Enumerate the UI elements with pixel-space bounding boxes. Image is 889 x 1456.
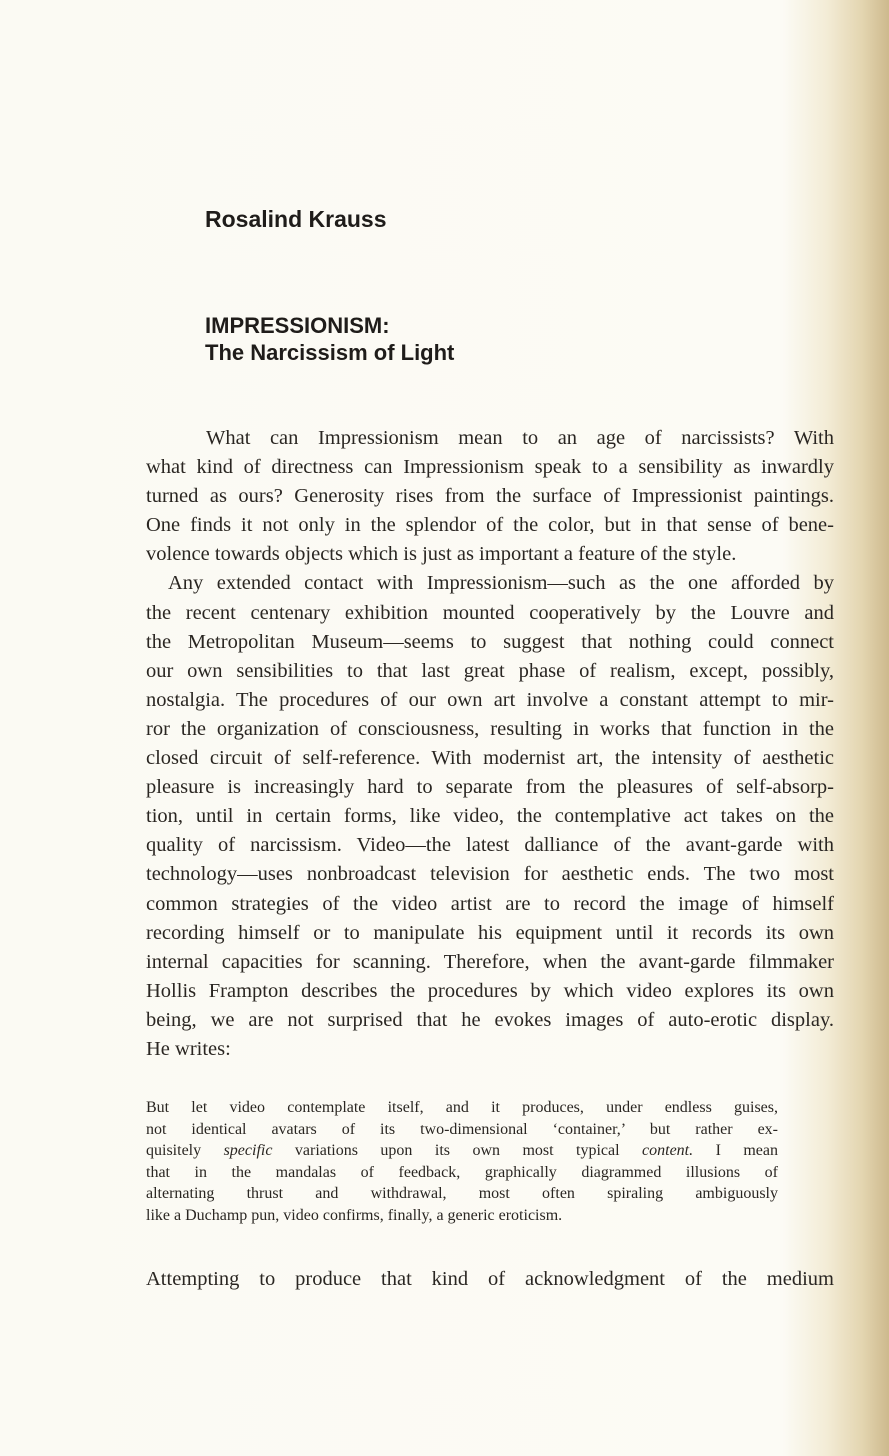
title-line-1: IMPRESSIONISM: — [205, 313, 390, 338]
text-line: Hollis Frampton describes the procedures by which video explores its own — [146, 979, 834, 1002]
quote-text: variations upon its own most typical — [272, 1142, 643, 1160]
quote-line: that in the mandalas of feedback, graphically diagrammed illusions of — [146, 1163, 778, 1181]
text-line: What can Impressionism mean to an age of narcissists? With — [206, 427, 834, 449]
paragraph-2 — [146, 569, 834, 1064]
text-line: technology—uses nonbroadcast television for aesthetic ends. The two most — [146, 863, 834, 886]
title-line-2: The Narcissism of Light — [205, 340, 455, 365]
emphasis-content: content. — [642, 1142, 694, 1160]
article-title — [205, 312, 454, 366]
text-line: turned as ours? Generosity rises from the surface of Impressionist paintings. — [146, 485, 834, 508]
text-line: internal capacities for scanning. Therefore, when the avant-garde filmmaker — [146, 950, 834, 973]
paragraph-3 — [146, 1265, 834, 1294]
quote-line: not identical avatars of its two-dimensional ‘container,’ but rather ex- — [146, 1120, 778, 1138]
quote-line: like a Duchamp pun, video confirms, finally, a generic eroticism. — [146, 1206, 563, 1224]
text-line: nostalgia. The procedures of our own art involve a constant attempt to mir- — [146, 688, 834, 711]
author-name: Rosalind Krauss — [205, 206, 387, 232]
text-line: recording himself or to manipulate his equipment until it records its own — [146, 921, 834, 944]
quote-text: quisitely — [146, 1142, 224, 1160]
text-line: being, we are not surprised that he evokes images of auto-erotic display. — [146, 1008, 834, 1031]
text-line: the recent centenary exhibition mounted cooperatively by the Louvre and — [146, 601, 834, 624]
paragraph-1 — [146, 424, 834, 569]
text-line: our own sensibilities to that last great phase of realism, except, possibly, — [146, 659, 834, 682]
text-line: He writes: — [146, 1037, 231, 1060]
text-line: quality of narcissism. Video—the latest dalliance of the avant-garde with — [146, 834, 834, 857]
text-line: closed circuit of self-reference. With modernist art, the intensity of aesthetic — [146, 747, 834, 770]
block-quote — [146, 1097, 778, 1227]
text-line: Any extended contact with Impressionism—such as the one afforded by — [168, 572, 834, 595]
article-body — [146, 424, 834, 1064]
text-line: what kind of directness can Impressionism speak to a sensibility as inwardly — [146, 456, 834, 479]
text-line: the Metropolitan Museum—seems to suggest that nothing could connect — [146, 630, 834, 653]
text-line: common strategies of the video artist are to record the image of himself — [146, 892, 834, 915]
text-line: Attempting to produce that kind of acknowledgment of the medium — [146, 1268, 834, 1290]
text-line: pleasure is increasingly hard to separate from the pleasures of self-absorp- — [146, 776, 834, 799]
text-line: One finds it not only in the splendor of the color, but in that sense of bene- — [146, 514, 834, 537]
text-line: volence towards objects which is just as important a feature of the style. — [146, 543, 737, 566]
quote-line: But let video contemplate itself, and it produces, under endless guises, — [146, 1099, 778, 1116]
quote-text: I mean — [693, 1142, 779, 1160]
emphasis-specific: specific — [223, 1142, 273, 1160]
text-line: ror the organization of consciousness, resulting in works that function in the — [146, 717, 834, 740]
quote-line — [146, 1140, 778, 1162]
text-line: tion, until in certain forms, like video, the contemplative act takes on the — [146, 805, 834, 828]
quote-line: alternating thrust and withdrawal, most often spiraling ambiguously — [146, 1185, 778, 1203]
